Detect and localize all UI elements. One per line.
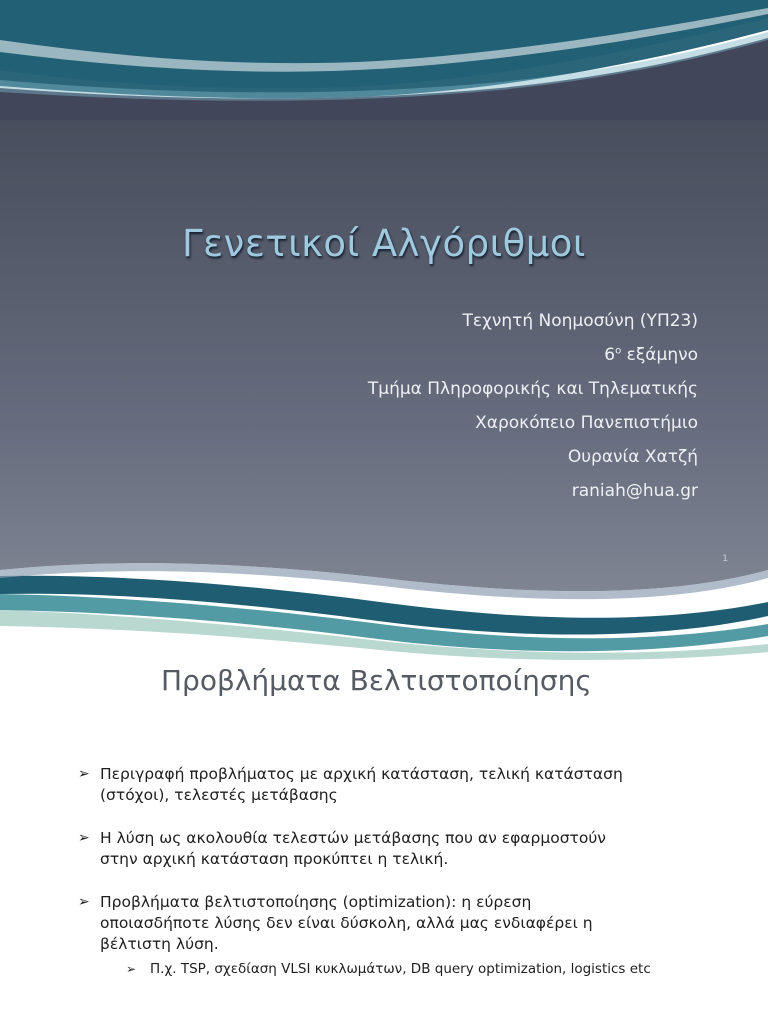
sub-bullet-text: Π.χ. TSP, σχεδίαση VLSI κυκλωμάτων, DB query optimization, logistics etc: [150, 961, 651, 977]
content-slide: [0, 660, 768, 1024]
arrow-bullet-icon: ➢: [126, 962, 137, 976]
bullet-text-line: Η λύση ως ακολουθία τελεστών μετάβασης που αν εφαρμοστούν: [100, 829, 606, 847]
course-name: Τεχνητή Νοημοσύνη (ΥΠ23): [462, 311, 698, 331]
slide-title: Προβλήματα Βελτιστοποίησης: [161, 664, 592, 697]
university: Χαροκόπειο Πανεπιστήμιο: [475, 413, 698, 433]
bullet-text-line: Προβλήματα βελτιστοποίησης (optimization): η εύρεση: [100, 893, 532, 911]
semester-ordinal: ο: [615, 345, 622, 357]
arrow-bullet-icon: ➢: [78, 894, 90, 910]
slide-number: 1: [722, 554, 728, 564]
semester-number: 6: [604, 345, 616, 365]
bullet-text-line: (στόχοι), τελεστές μετάβασης: [100, 786, 338, 804]
list-item: [78, 828, 718, 870]
top-wave-decoration: [0, 0, 768, 120]
semester-word: εξάμηνο: [621, 345, 698, 365]
list-item: [78, 764, 718, 806]
semester: [368, 338, 698, 372]
bullet-text-line: στην αρχική κατάσταση προκύπτει η τελική.: [100, 850, 449, 868]
sub-list-item: [126, 959, 718, 979]
bullet-text-line: βέλτιστη λύση.: [100, 935, 219, 953]
department: Τμήμα Πληροφορικής και Τηλεματικής: [367, 379, 698, 399]
arrow-bullet-icon: ➢: [78, 766, 90, 782]
list-item: [78, 892, 718, 979]
arrow-bullet-icon: ➢: [78, 830, 90, 846]
bottom-wave-decoration: [0, 540, 768, 660]
author-name: Ουρανία Χατζή: [567, 447, 698, 467]
bullet-text-line: Περιγραφή προβλήματος με αρχική κατάσταση, τελική κατάσταση: [100, 765, 623, 783]
presentation-info: [368, 304, 698, 508]
slide-title: Γενετικοί Αλγόριθμοι: [182, 222, 586, 265]
bullet-list: [78, 764, 718, 979]
bullet-text-line: οποιασδήποτε λύσης δεν είναι δύσκολη, αλλά μας ενδιαφέρει η: [100, 914, 593, 932]
author-email: raniah@hua.gr: [571, 481, 698, 501]
